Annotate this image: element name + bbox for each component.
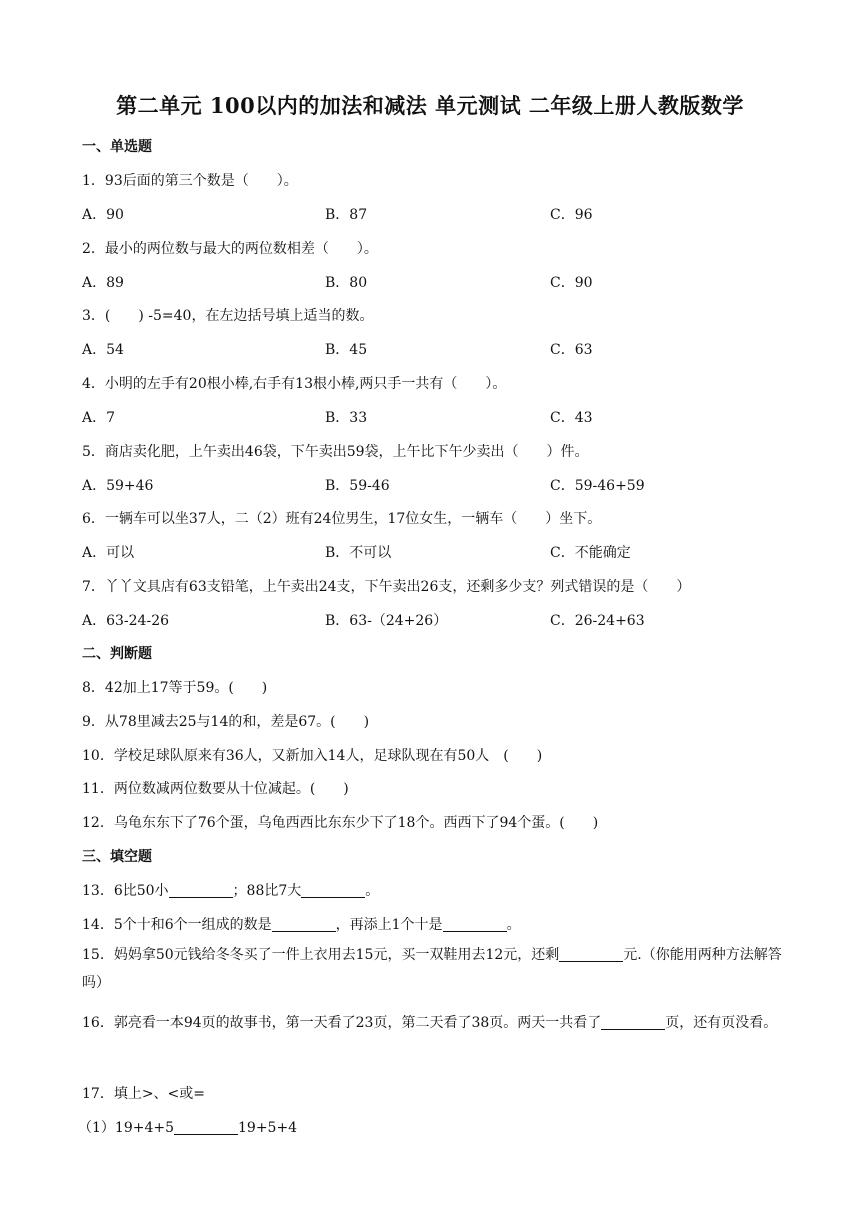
q17-sub1-blank[interactable]	[174, 1120, 238, 1135]
question-2: 2．最小的两位数与最大的两位数相差（ ）。	[82, 241, 378, 257]
question-1: 1．93后面的第三个数是（ ）。	[82, 173, 298, 189]
q14-text-2: ，再添上1个十是	[335, 917, 443, 933]
q5-option-b: B．59-46	[325, 478, 390, 494]
q16-blank-1[interactable]	[601, 1015, 665, 1030]
question-4: 4．小明的左手有20根小棒,右手有13根小棒,两只手一共有（ ）。	[82, 376, 507, 392]
q13-blank-1[interactable]	[169, 883, 233, 898]
q15-text-2: 元.（你能用两种方法解答吗）	[82, 947, 782, 991]
q2-option-b: B．80	[325, 275, 368, 291]
q2-option-c: C．90	[550, 275, 593, 291]
question-5: 5．商店卖化肥，上午卖出46袋，下午卖出59袋，上午比下午少卖出（ ）件。	[82, 444, 589, 460]
q3-option-a: A．54	[82, 342, 124, 358]
q7-option-b: B．63-（24+26）	[325, 613, 448, 629]
q4-option-c: C．43	[550, 410, 593, 426]
question-3: 3．( ) -5=40，在左边括号填上适当的数。	[82, 308, 374, 324]
q17-sub1-left: （1）19+4+5	[78, 1120, 174, 1136]
question-7: 7．丫丫文具店有63支铅笔，上午卖出24支，下午卖出26支，还剩多少支？列式错误的是（ ）	[82, 579, 691, 595]
q1-option-c: C．96	[550, 207, 593, 223]
q17-sub1-right: 19+5+4	[238, 1120, 298, 1136]
page-title: 第二单元 100以内的加法和减法 单元测试 二年级上册人教版数学	[116, 93, 744, 118]
q13-blank-2[interactable]	[301, 883, 365, 898]
q1-option-a: A．90	[82, 207, 124, 223]
q15-text-1: 15．妈妈拿50元钱给冬冬买了一件上衣用去15元，买一双鞋用去12元，还剩	[82, 947, 560, 963]
q4-option-a: A．7	[82, 410, 116, 426]
q1-option-b: B．87	[325, 207, 368, 223]
q4-option-b: B．33	[325, 410, 368, 426]
q13-text-2: ；88比7大	[232, 883, 302, 899]
q14-text-3: 。	[506, 917, 521, 933]
section-heading-single-choice: 一、单选题	[82, 139, 152, 155]
q3-option-c: C．63	[550, 342, 593, 358]
q17-sub-1	[78, 1117, 297, 1137]
q5-option-a: A．59+46	[82, 478, 154, 494]
q5-option-c: C．59-46+59	[550, 478, 645, 494]
question-9: 9．从78里减去25与14的和，差是67。( )	[82, 714, 370, 730]
question-10: 10．学校足球队原来有36人，又新加入14人，足球队现在有50人 ( )	[82, 748, 543, 764]
q7-option-c: C．26-24+63	[550, 613, 645, 629]
question-13	[82, 880, 379, 900]
q2-option-a: A．89	[82, 275, 124, 291]
q3-option-b: B．45	[325, 342, 368, 358]
q13-text-1: 13．6比50小	[82, 883, 169, 899]
question-6: 6．一辆车可以坐37人，二（2）班有24位男生，17位女生，一辆车（ ）坐下。	[82, 511, 602, 527]
question-11: 11．两位数减两位数要从十位减起。( )	[82, 781, 349, 797]
q14-blank-1[interactable]	[272, 917, 336, 932]
question-17: 17．填上>、<或=	[82, 1086, 206, 1102]
section-heading-true-false: 二、判断题	[82, 646, 152, 662]
question-15	[82, 941, 782, 997]
section-heading-fill-blank: 三、填空题	[82, 849, 152, 865]
q15-blank-1[interactable]	[559, 947, 623, 962]
question-16	[82, 1009, 782, 1037]
q14-text-1: 14．5个十和6个一组成的数是	[82, 917, 272, 933]
q16-text-1: 16．郭亮看一本94页的故事书，第一天看了23页，第二天看了38页。两天一共看了	[82, 1015, 602, 1031]
q14-blank-2[interactable]	[443, 917, 507, 932]
q16-text-2: 页，还有页没看。	[665, 1015, 778, 1031]
question-14	[82, 914, 521, 934]
q7-option-a: A．63-24-26	[82, 613, 170, 629]
question-8: 8．42加上17等于59。( )	[82, 680, 268, 696]
q6-option-c: C．不能确定	[550, 545, 631, 561]
q13-text-3: 。	[365, 883, 380, 899]
q6-option-b: B．不可以	[325, 545, 392, 561]
question-12: 12．乌龟东东下了76个蛋，乌龟西西比东东少下了18个。西西下了94个蛋。( )	[82, 815, 599, 831]
q6-option-a: A．可以	[82, 545, 135, 561]
